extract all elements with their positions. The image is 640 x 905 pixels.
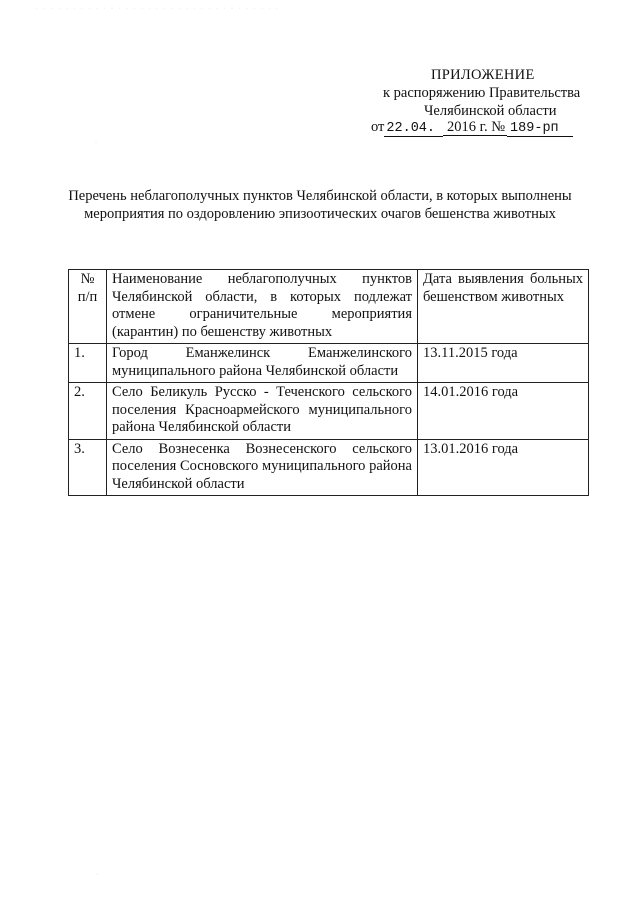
settlements-table bbox=[68, 269, 589, 496]
row-num: 3. bbox=[69, 439, 107, 496]
header-name: Наименование неблагополучных пунктов Челябинской области, в которых подлежат отмене ограничительные мероприятия (карантин) по бешенству животных bbox=[107, 270, 418, 344]
row-name: Село Беликуль Русско - Теченского сельского поселения Красноармейского муниципального района Челябинской области bbox=[107, 383, 418, 440]
document-number: 189-рп bbox=[507, 121, 573, 137]
date-prefix: от bbox=[371, 119, 385, 135]
scan-artifact: · bbox=[96, 872, 100, 878]
appendix-date-line bbox=[371, 119, 573, 137]
appendix-subtitle: к распоряжению Правительства bbox=[383, 85, 581, 101]
scan-artifact: · · · · · · · · · · · · · · · · · · · · · · · · · · · · · · · · · bbox=[36, 6, 280, 12]
row-num: 2. bbox=[69, 383, 107, 440]
header-num: № п/п bbox=[69, 270, 107, 344]
document-title: Перечень неблагополучных пунктов Челябинской области, в которых выполнены мероприятия по оздоровлению эпизоотических очагов бешенства животных bbox=[68, 188, 572, 222]
row-date: 13.11.2015 года bbox=[418, 344, 589, 383]
scan-artifact: · bbox=[95, 140, 99, 146]
table-header-row bbox=[69, 270, 589, 344]
row-name: Село Вознесенка Вознесенского сельского поселения Сосновского муниципального района Челябинской области bbox=[107, 439, 418, 496]
appendix-title: ПРИЛОЖЕНИЕ bbox=[431, 67, 535, 83]
date-year: 2016 г. № bbox=[443, 120, 507, 136]
row-num: 1. bbox=[69, 344, 107, 383]
date-day: 22.04. bbox=[384, 121, 443, 137]
row-date: 13.01.2016 года bbox=[418, 439, 589, 496]
table-row bbox=[69, 439, 589, 496]
table-row bbox=[69, 383, 589, 440]
row-name: Город Еманжелинск Еманжелинского муниципального района Челябинской области bbox=[107, 344, 418, 383]
table-row bbox=[69, 344, 589, 383]
appendix-region: Челябинской области bbox=[424, 103, 557, 119]
row-date: 14.01.2016 года bbox=[418, 383, 589, 440]
header-date: Дата выявления больных бешенством животных bbox=[418, 270, 589, 344]
